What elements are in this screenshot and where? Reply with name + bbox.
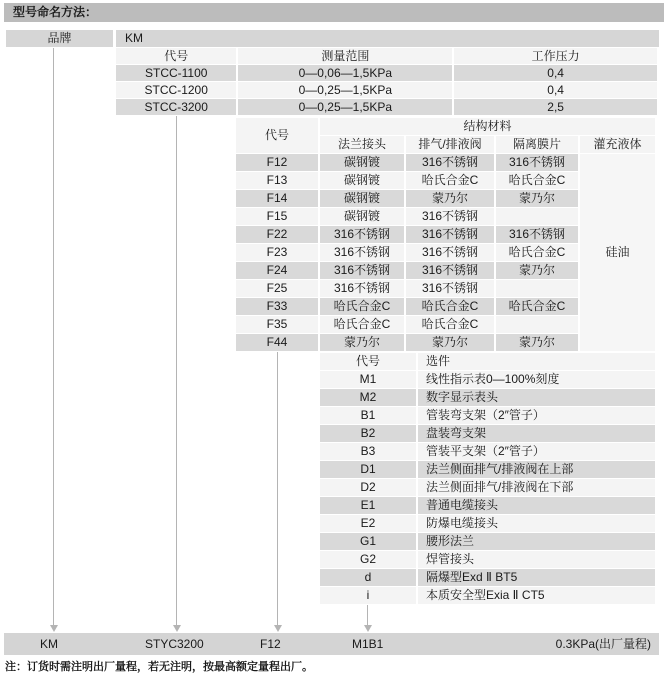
example-brand: KM — [40, 637, 58, 651]
material-table — [234, 117, 657, 352]
option-code-cell: M2 — [320, 389, 416, 406]
diaphragm-cell — [496, 316, 578, 333]
table-header-row — [116, 48, 657, 64]
option-code-cell: B1 — [320, 407, 416, 424]
option-cell: 焊管接头 — [418, 551, 655, 568]
arrow-down-icon — [50, 625, 58, 632]
option-code-cell: G2 — [320, 551, 416, 568]
flange-header: 法兰接头 — [320, 136, 404, 153]
flange-cell: 哈氏合金C — [320, 316, 404, 333]
table-row — [320, 551, 655, 568]
connector-line-model — [176, 116, 177, 625]
example-options: M1B1 — [352, 637, 384, 651]
vent-cell: 蒙乃尔 — [406, 190, 494, 207]
example-range: 0.3KPa(出厂量程) — [555, 637, 651, 651]
option-cell: 管装弯支架（2″管子） — [418, 407, 655, 424]
material-code-cell: F23 — [236, 244, 318, 261]
table-row — [320, 425, 655, 442]
option-table — [318, 352, 657, 605]
flange-cell: 316不锈钢 — [320, 226, 404, 243]
material-code-cell: F44 — [236, 334, 318, 351]
flange-cell: 316不锈钢 — [320, 244, 404, 261]
table-header-row — [236, 118, 655, 135]
vent-cell: 316不锈钢 — [406, 154, 494, 171]
diaphragm-cell: 蒙乃尔 — [496, 190, 578, 207]
table-row — [320, 479, 655, 496]
range-header: 测量范围 — [238, 48, 452, 64]
option-code-cell: d — [320, 569, 416, 586]
vent-cell: 316不锈钢 — [406, 262, 494, 279]
option-cell: 法兰侧面排气/排液阀在上部 — [418, 461, 655, 478]
table-row — [320, 389, 655, 406]
pressure-cell: 2,5 — [454, 99, 657, 115]
vent-cell: 316不锈钢 — [406, 226, 494, 243]
flange-cell: 碳钢镀 — [320, 172, 404, 189]
table-row — [320, 371, 655, 388]
arrow-down-icon — [274, 625, 282, 632]
vent-header: 排气/排液阀 — [406, 136, 494, 153]
table-row — [320, 533, 655, 550]
option-cell: 腰形法兰 — [418, 533, 655, 550]
option-cell: 盘装弯支架 — [418, 425, 655, 442]
option-code-cell: E2 — [320, 515, 416, 532]
diaphragm-cell — [496, 280, 578, 297]
model-table — [114, 47, 659, 116]
flange-cell: 碳钢镀 — [320, 154, 404, 171]
example-material: F12 — [260, 637, 281, 651]
footnote: 注：订货时需注明出厂量程，若无注明，按最高额定量程出厂。 — [5, 661, 313, 673]
material-code-cell: F33 — [236, 298, 318, 315]
diaphragm-cell: 哈氏合金C — [496, 298, 578, 315]
flange-cell: 碳钢镀 — [320, 190, 404, 207]
option-cell: 防爆电缆接头 — [418, 515, 655, 532]
model-code-cell: STCC-1200 — [116, 82, 236, 98]
vent-cell: 316不锈钢 — [406, 244, 494, 261]
example-code-band — [4, 633, 659, 655]
range-cell: 0—0,25—1,5KPa — [238, 99, 452, 115]
model-code-cell: STCC-1100 — [116, 65, 236, 81]
brand-label-cell: 品牌 — [6, 30, 113, 47]
table-row — [320, 515, 655, 532]
flange-cell: 蒙乃尔 — [320, 334, 404, 351]
connector-line-brand — [53, 48, 54, 625]
material-group-header: 结构材料 — [320, 118, 655, 135]
table-row — [320, 497, 655, 514]
option-code-cell: M1 — [320, 371, 416, 388]
table-row — [320, 407, 655, 424]
table-row — [320, 461, 655, 478]
vent-cell: 蒙乃尔 — [406, 334, 494, 351]
arrow-down-icon — [364, 625, 372, 632]
option-cell: 数字显示表头 — [418, 389, 655, 406]
option-code-cell: D2 — [320, 479, 416, 496]
range-cell: 0—0,25—1,5KPa — [238, 82, 452, 98]
vent-cell: 哈氏合金C — [406, 172, 494, 189]
material-code-cell: F12 — [236, 154, 318, 171]
option-cell: 普通电缆接头 — [418, 497, 655, 514]
vent-cell: 316不锈钢 — [406, 280, 494, 297]
flange-cell: 316不锈钢 — [320, 262, 404, 279]
vent-cell: 哈氏合金C — [406, 298, 494, 315]
option-code-cell: G1 — [320, 533, 416, 550]
diaphragm-cell: 哈氏合金C — [496, 244, 578, 261]
diaphragm-cell: 蒙乃尔 — [496, 262, 578, 279]
option-code-cell: i — [320, 587, 416, 604]
model-code-header: 代号 — [116, 48, 236, 64]
page-title: 型号命名方法： — [4, 3, 664, 22]
fill-header: 灌充液体 — [580, 136, 655, 153]
table-row — [116, 65, 657, 81]
example-model: STYC3200 — [145, 637, 204, 651]
diaphragm-cell: 316不锈钢 — [496, 226, 578, 243]
diaphragm-header: 隔离膜片 — [496, 136, 578, 153]
option-code-header: 代号 — [320, 353, 416, 370]
material-code-header: 代号 — [236, 118, 318, 153]
material-code-cell: F35 — [236, 316, 318, 333]
material-code-cell: F22 — [236, 226, 318, 243]
material-code-cell: F15 — [236, 208, 318, 225]
material-code-cell: F24 — [236, 262, 318, 279]
brand-value-cell: KM — [116, 30, 659, 47]
diaphragm-cell: 哈氏合金C — [496, 172, 578, 189]
pressure-header: 工作压力 — [454, 48, 657, 64]
option-cell: 线性指示表0—100%刻度 — [418, 371, 655, 388]
option-header: 选件 — [418, 353, 655, 370]
option-cell: 本质安全型Exia Ⅱ CT5 — [418, 587, 655, 604]
option-cell: 法兰侧面排气/排液阀在下部 — [418, 479, 655, 496]
flange-cell: 碳钢镀 — [320, 208, 404, 225]
fill-liquid-cell: 硅油 — [580, 154, 655, 351]
arrow-down-icon — [173, 625, 181, 632]
flange-cell: 哈氏合金C — [320, 298, 404, 315]
option-code-cell: B3 — [320, 443, 416, 460]
table-row — [320, 443, 655, 460]
vent-cell: 316不锈钢 — [406, 208, 494, 225]
model-code-cell: STCC-3200 — [116, 99, 236, 115]
table-row — [320, 587, 655, 604]
option-cell: 隔爆型Exd Ⅱ BT5 — [418, 569, 655, 586]
pressure-cell: 0,4 — [454, 65, 657, 81]
option-code-cell: D1 — [320, 461, 416, 478]
material-code-cell: F13 — [236, 172, 318, 189]
material-code-cell: F25 — [236, 280, 318, 297]
connector-line-material — [277, 352, 278, 625]
diaphragm-cell: 蒙乃尔 — [496, 334, 578, 351]
flange-cell: 316不锈钢 — [320, 280, 404, 297]
option-code-cell: B2 — [320, 425, 416, 442]
material-code-cell: F14 — [236, 190, 318, 207]
table-header-row — [320, 353, 655, 370]
table-row — [320, 569, 655, 586]
table-row — [116, 82, 657, 98]
table-row — [116, 99, 657, 115]
vent-cell: 哈氏合金C — [406, 316, 494, 333]
table-row — [236, 154, 655, 171]
connector-line-option — [367, 605, 368, 625]
option-cell: 管装平支架（2″管子） — [418, 443, 655, 460]
range-cell: 0—0,06—1,5KPa — [238, 65, 452, 81]
diaphragm-cell — [496, 208, 578, 225]
diaphragm-cell: 316不锈钢 — [496, 154, 578, 171]
pressure-cell: 0,4 — [454, 82, 657, 98]
option-code-cell: E1 — [320, 497, 416, 514]
